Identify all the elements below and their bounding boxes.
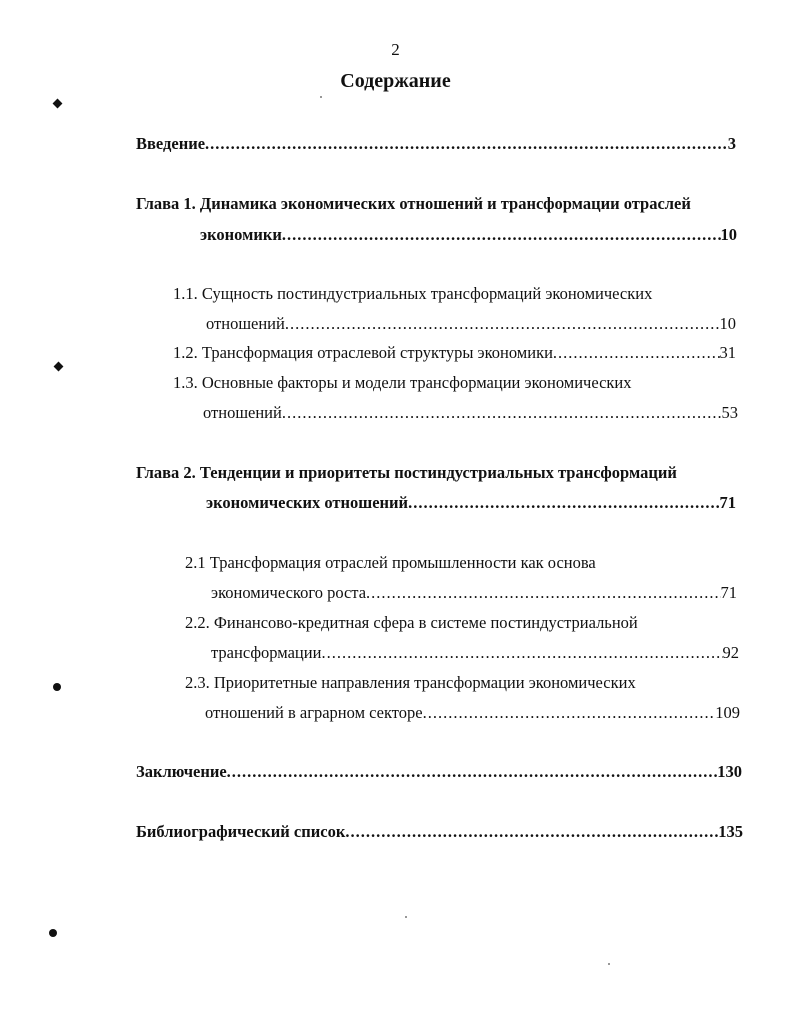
toc-leader-dots — [205, 133, 728, 155]
toc-label: отношений — [206, 314, 285, 333]
toc-label: Введение — [136, 134, 206, 153]
toc-label: 2.3. Приоритетные направления трансформации экономических — [185, 673, 636, 692]
toc-entry-chapter-1[interactable] — [136, 193, 691, 215]
toc-leader-dots — [345, 821, 718, 843]
toc-entry-section-2-2[interactable] — [185, 612, 638, 634]
page-title: Содержание — [340, 70, 451, 92]
toc-label: 2.2. Финансово-кредитная сфера в системе постиндустриальной — [185, 613, 638, 632]
toc-page: 3 — [727, 134, 736, 153]
toc-label: Глава 2. Тенденции и приоритеты постиндустриальных трансформаций — [136, 463, 677, 482]
toc-label: Библиографический список — [136, 822, 346, 841]
toc-entry-section-1-2[interactable] — [173, 342, 736, 364]
toc-leader-dots — [553, 342, 720, 364]
toc-leader-dots — [282, 224, 721, 246]
toc-page: 92 — [722, 643, 739, 662]
margin-bullet-icon — [49, 929, 57, 937]
toc-entry-section-1-3[interactable] — [173, 372, 632, 394]
toc-label: 1.1. Сущность постиндустриальных трансформаций экономических — [173, 284, 653, 303]
toc-label: трансформации — [211, 643, 322, 662]
toc-entry-section-1-1-cont[interactable] — [206, 313, 736, 335]
scan-speck — [320, 96, 322, 98]
toc-label: 2.1 Трансформация отраслей промышленности как основа — [185, 553, 596, 572]
margin-bullet-icon — [54, 362, 64, 372]
margin-bullet-icon — [53, 99, 63, 109]
toc-entry-section-2-3-cont[interactable] — [205, 702, 740, 724]
toc-entry-section-1-3-cont[interactable] — [203, 402, 738, 424]
toc-leader-dots — [408, 492, 719, 514]
toc-leader-dots — [423, 702, 716, 724]
toc-page: 109 — [715, 703, 740, 722]
toc-entry-section-2-1-cont[interactable] — [211, 582, 737, 604]
toc-entry-chapter-1-cont[interactable] — [200, 224, 737, 246]
toc-label: отношений — [203, 403, 282, 422]
toc-page: 71 — [719, 493, 736, 512]
toc-leader-dots — [227, 761, 718, 783]
toc-leader-dots — [321, 642, 722, 664]
toc-leader-dots — [366, 582, 720, 604]
scan-speck — [405, 916, 407, 918]
toc-label: Глава 1. Динамика экономических отношений и трансформации отраслей — [136, 194, 691, 213]
toc-label: экономики — [200, 225, 282, 244]
toc-label: экономического роста — [211, 583, 367, 602]
margin-bullet-icon — [53, 683, 61, 691]
toc-label: 1.3. Основные факторы и модели трансформации экономических — [173, 373, 632, 392]
toc-page: 71 — [720, 583, 737, 602]
toc-leader-dots — [282, 402, 722, 424]
toc-label: экономических отношений — [206, 493, 409, 512]
toc-leader-dots — [285, 313, 720, 335]
toc-entry-chapter-2[interactable] — [136, 462, 677, 484]
toc-entry-chapter-2-cont[interactable] — [206, 492, 736, 514]
toc-page: 53 — [721, 403, 738, 422]
toc-page: 10 — [719, 314, 736, 333]
toc-page: 135 — [718, 822, 743, 841]
toc-label: 1.2. Трансформация отраслевой структуры экономики — [173, 343, 553, 362]
page-number: 2 — [391, 40, 400, 59]
toc-page: 130 — [717, 762, 742, 781]
toc-entry-intro[interactable] — [136, 133, 736, 155]
toc-label: отношений в аграрном секторе — [205, 703, 423, 722]
toc-page: 10 — [720, 225, 737, 244]
toc-entry-section-2-1[interactable] — [185, 552, 596, 574]
toc-entry-bibliography[interactable] — [136, 821, 743, 843]
toc-entry-section-2-2-cont[interactable] — [211, 642, 739, 664]
toc-entry-section-1-1[interactable] — [173, 283, 652, 305]
toc-entry-conclusion[interactable] — [136, 761, 742, 783]
scan-speck — [608, 963, 610, 965]
toc-label: Заключение — [136, 762, 227, 781]
toc-page: 31 — [719, 343, 736, 362]
toc-entry-section-2-3[interactable] — [185, 672, 636, 694]
